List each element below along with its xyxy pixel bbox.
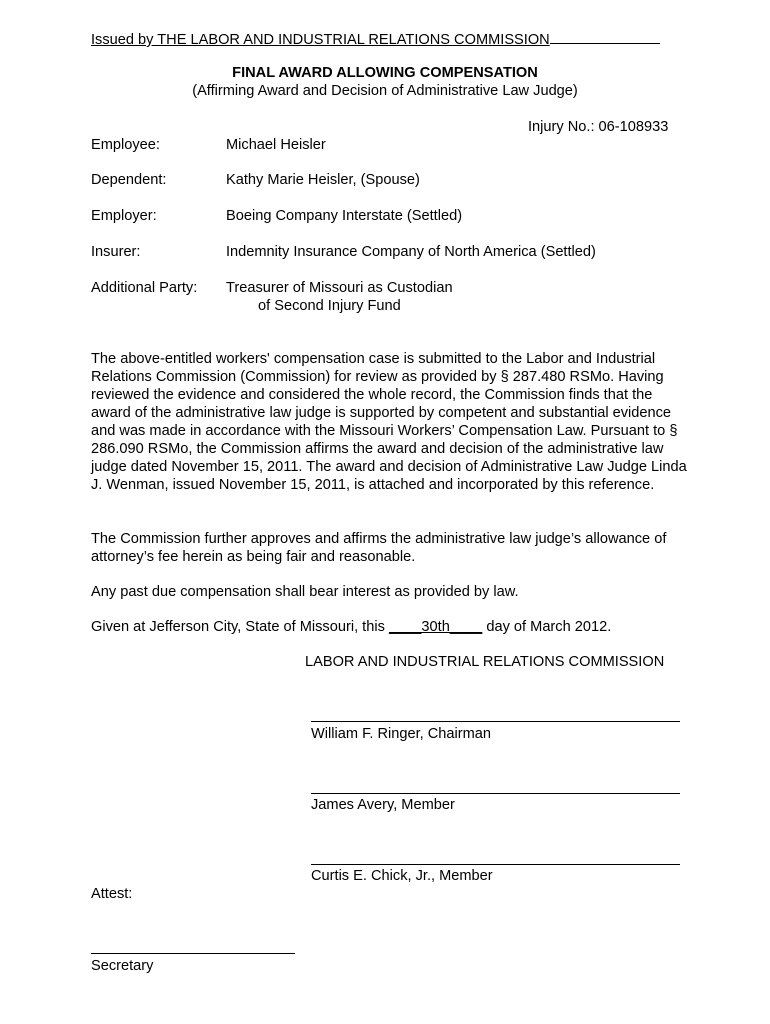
interest-paragraph: Any past due compensation shall bear interest as provided by law. — [91, 584, 519, 600]
additional-party-label: Additional Party: — [91, 280, 198, 296]
employee-value: Michael Heisler — [226, 137, 326, 153]
member2-signature-line — [311, 864, 680, 865]
dependent-label: Dependent: — [91, 172, 167, 188]
chairman-name: William F. Ringer, Chairman — [311, 726, 492, 742]
insurer-value: Indemnity Insurance Company of North America (Settled) — [226, 244, 596, 260]
member2-name: Curtis E. Chick, Jr., Member — [311, 868, 493, 884]
given-suffix: day of March 2012. — [482, 619, 612, 635]
secretary-signature-line — [91, 953, 295, 954]
header-underline — [550, 29, 660, 44]
award-subtitle: (Affirming Award and Decision of Administrative Law Judge) — [192, 83, 578, 99]
secretary-label: Secretary — [91, 958, 154, 974]
given-at-line — [91, 619, 611, 635]
given-day: ____30th____ — [388, 619, 483, 635]
employer-label: Employer: — [91, 208, 157, 224]
insurer-label: Insurer: — [91, 244, 141, 260]
employer-value: Boeing Company Interstate (Settled) — [226, 208, 463, 224]
member1-signature-line — [311, 793, 680, 794]
additional-party-value: Treasurer of Missouri as Custodian — [226, 280, 453, 296]
award-title: FINAL AWARD ALLOWING COMPENSATION — [232, 65, 538, 81]
given-prefix: Given at Jefferson City, State of Missouri, this — [91, 619, 389, 635]
chairman-signature-line — [311, 721, 680, 722]
attest-label: Attest: — [91, 886, 133, 902]
dependent-value: Kathy Marie Heisler, (Spouse) — [226, 172, 420, 188]
commission-signature-heading: LABOR AND INDUSTRIAL RELATIONS COMMISSION — [305, 654, 665, 670]
employee-label: Employee: — [91, 137, 160, 153]
issued-by-text: Issued by THE LABOR AND INDUSTRIAL RELATIONS COMMISSION — [91, 32, 550, 48]
issued-by-header — [91, 29, 660, 48]
attorney-fee-paragraph: The Commission further approves and affirms the administrative law judge’s allowance of attorney’s fee herein as being fair and reasonable. — [91, 531, 667, 565]
decision-paragraph: The above-entitled workers' compensation case is submitted to the Labor and Industrial Relations Commission (Commission) for review as provided by § 287.480 RSMo. Having reviewed the evidence and considered the whole record, the Commission finds that the award of the administrative law judge is supported by competent and substantial evidence and was made in accordance with the Missouri Workers’ Compensation Law. Pursuant to § 286.090 RSMo, the Commission affirms the award and decision of the administrative law judge dated November 15, 2011. The award and decision of Administrative Law Judge Linda J. Wenman, issued November 15, 2011, is attached and incorporated by this reference. — [91, 351, 687, 493]
additional-party-value-cont: of Second Injury Fund — [258, 298, 401, 314]
injury-number: Injury No.: 06-108933 — [528, 119, 669, 135]
member1-name: James Avery, Member — [311, 797, 455, 813]
